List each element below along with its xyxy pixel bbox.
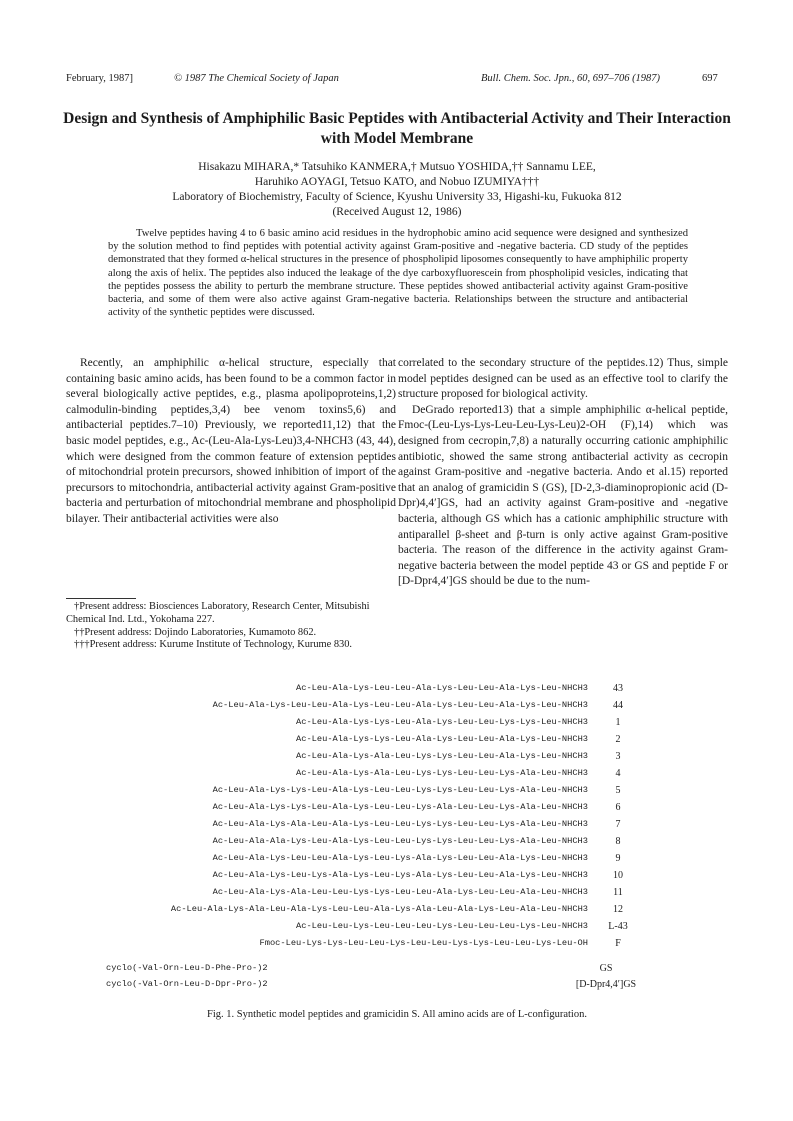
peptide-sequence: Fmoc-Leu-Lys-Lys-Leu-Leu-Lys-Leu-Leu-Lys-Lys-Leu-Leu-Lys-Leu-OH xyxy=(259,938,588,948)
abstract: Twelve peptides having 4 to 6 basic amino acid residues in the hydrophobic amino acid sequence were designed and synthesized by the solution method to find peptides with potential activity against Gram-positive and -negative bacteria. CD study of the peptides demonstrated that they formed α-helical structures in the presence of phospholipid liposomes consequently to have amphiphilic property along the axis of helix. The peptides also induced the leakage of the dye carboxyfluorescein from phospholipid vesicles, indicating that the peptides possess the ability to perturb the membrane structure. These peptides showed antibacterial activity against Gram-positive bacteria, and some of them were also active against Gram-negative bacteria. Relationships between the structure and antibacterial activity of the synthetic peptides were discussed. xyxy=(108,228,688,319)
cyclic-peptide-sequence: cyclo(-Val-Orn-Leu-D-Phe-Pro-)2 xyxy=(106,963,268,973)
author-block xyxy=(60,160,734,220)
peptide-label: 3 xyxy=(615,751,621,762)
peptide-row xyxy=(118,921,678,934)
peptide-sequence: Ac-Leu-Ala-Lys-Ala-Leu-Leu-Lys-Lys-Leu-Leu-Ala-Lys-Leu-Leu-Ala-Leu-NHCH3 xyxy=(212,887,588,897)
issue-date: February, 1987] xyxy=(66,73,133,84)
paper-title: Design and Synthesis of Amphiphilic Basic Peptides with Antibacterial Activity and Their Interaction with Model Membrane xyxy=(63,110,731,147)
footnotes xyxy=(66,601,396,652)
peptide-sequence: Ac-Leu-Ala-Lys-Ala-Leu-Ala-Lys-Leu-Leu-Ala-Lys-Ala-Leu-Ala-Lys-Leu-Ala-Leu-NHCH3 xyxy=(170,904,588,914)
peptide-sequence: Ac-Leu-Ala-Lys-Lys-Leu-Ala-Lys-Leu-Leu-Lys-Lys-Leu-NHCH3 xyxy=(296,717,588,727)
peptide-label: 2 xyxy=(615,734,621,745)
peptide-label: L-43 xyxy=(608,921,628,932)
peptide-label: 11 xyxy=(613,887,623,898)
figure-1 xyxy=(106,683,678,993)
peptide-label: 9 xyxy=(615,853,621,864)
footnote: †Present address: Biosciences Laboratory, Research Center, Mitsubishi Chemical Ind. Ltd., Yokohama 227. xyxy=(66,601,370,625)
peptide-sequence: Ac-Leu-Ala-Lys-Lys-Leu-Ala-Lys-Leu-Leu-Ala-Lys-Leu-NHCH3 xyxy=(296,734,588,744)
cyclic-peptide-label: [D-Dpr4,4′]GS xyxy=(575,979,637,990)
peptide-row xyxy=(118,887,678,900)
body-column-right xyxy=(398,356,728,590)
peptide-sequence: Ac-Leu-Ala-Lys-Ala-Leu-Ala-Lys-Leu-Leu-Lys-Lys-Leu-Leu-Lys-Ala-Leu-NHCH3 xyxy=(212,819,588,829)
peptide-row xyxy=(118,700,678,713)
body-paragraph: Recently, an amphiphilic α-helical structure, especially that containing basic amino acids, has been found to be a common factor in several biologically active peptides, e.g., plasma apolipoproteins,1,2) calmodulin-binding peptides,3,4) bee venom toxins5,6) and antibacterial peptides.7–10) Previously, we reported11,12) that the basic model peptides, e.g., Ac-(Leu-Ala-Lys-Leu)3,4-NHCH3 (43, 44), which were designed from the common feature of extension peptides of mitochondrial protein precursors, showed inhibition of import of the precursors to mitochondria, antibacterial activity against Gram-positive bacteria and perturbation of mitochondrial membrane and phospholipid bilayer. Their antibacterial activities were also xyxy=(66,357,396,525)
peptide-label: 43 xyxy=(613,683,623,694)
peptide-sequence: Ac-Leu-Ala-Lys-Lys-Leu-Ala-Lys-Leu-Leu-Lys-Ala-Leu-Leu-Lys-Ala-Leu-NHCH3 xyxy=(212,802,588,812)
cyclic-peptide-row xyxy=(106,979,666,993)
peptide-label: 5 xyxy=(615,785,621,796)
peptide-row xyxy=(118,904,678,917)
peptide-sequence: Ac-Leu-Ala-Lys-Leu-Leu-Ala-Lys-Leu-Lys-Ala-Lys-Leu-Leu-Ala-Lys-Leu-NHCH3 xyxy=(212,853,588,863)
body-paragraph: correlated to the secondary structure of the peptides.12) Thus, simple model peptides designed can be used as an effective tool to clarify the structure proposed for biological activity. xyxy=(398,357,728,401)
peptide-row xyxy=(118,768,678,781)
peptide-label: 12 xyxy=(613,904,623,915)
figure-caption: Fig. 1. Synthetic model peptides and gramicidin S. All amino acids are of L-configuration. xyxy=(207,1009,587,1020)
peptide-row xyxy=(118,853,678,866)
body-column-left xyxy=(66,356,396,528)
copyright-notice: © 1987 The Chemical Society of Japan xyxy=(174,73,339,84)
peptide-sequence: Ac-Leu-Leu-Lys-Leu-Leu-Leu-Lys-Leu-Leu-Leu-Lys-Leu-NHCH3 xyxy=(296,921,588,931)
journal-citation: Bull. Chem. Soc. Jpn., 60, 697–706 (1987) xyxy=(481,73,661,84)
peptide-row xyxy=(118,717,678,730)
cyclic-peptide-label: GS xyxy=(599,963,613,974)
peptide-sequence: Ac-Leu-Ala-Lys-Leu-Leu-Ala-Lys-Leu-Leu-Ala-Lys-Leu-Leu-Ala-Lys-Leu-NHCH3 xyxy=(212,700,588,710)
peptide-sequence: Ac-Leu-Ala-Ala-Lys-Leu-Ala-Lys-Leu-Leu-Lys-Lys-Leu-Leu-Lys-Ala-Leu-NHCH3 xyxy=(212,836,588,846)
peptide-label: 6 xyxy=(615,802,621,813)
peptide-row xyxy=(118,802,678,815)
peptide-row xyxy=(118,683,678,696)
peptide-label: 1 xyxy=(615,717,621,728)
received-date: (Received August 12, 1986) xyxy=(332,206,462,218)
peptide-row xyxy=(118,734,678,747)
peptide-label: 8 xyxy=(615,836,621,847)
cyclic-peptide-row xyxy=(106,963,666,977)
peptide-label: 10 xyxy=(613,870,623,881)
cyclic-peptide-sequence: cyclo(-Val-Orn-Leu-D-Dpr-Pro-)2 xyxy=(106,979,268,989)
peptide-label: 44 xyxy=(613,700,623,711)
page-number: 697 xyxy=(702,73,718,84)
peptide-row xyxy=(118,870,678,883)
peptide-row xyxy=(118,751,678,764)
peptide-row xyxy=(118,785,678,798)
author-line: Hisakazu MIHARA,* Tatsuhiko KANMERA,† Mutsuo YOSHIDA,†† Sannamu LEE, xyxy=(198,161,596,173)
peptide-row xyxy=(118,819,678,832)
footnote: †††Present address: Kurume Institute of Technology, Kurume 830. xyxy=(74,639,353,651)
peptide-sequence: Ac-Leu-Ala-Lys-Leu-Lys-Ala-Lys-Leu-Lys-Ala-Lys-Leu-Leu-Ala-Lys-Leu-NHCH3 xyxy=(212,870,588,880)
peptide-label: 4 xyxy=(615,768,621,779)
peptide-row xyxy=(118,938,678,951)
peptide-row xyxy=(118,836,678,849)
author-line: Haruhiko AOYAGI, Tetsuo KATO, and Nobuo IZUMIYA††† xyxy=(254,176,540,188)
footnote-rule xyxy=(66,598,136,599)
peptide-label: F xyxy=(615,938,621,949)
affiliation: Laboratory of Biochemistry, Faculty of Science, Kyushu University 33, Higashi-ku, Fukuoka 812 xyxy=(172,191,622,203)
body-paragraph: DeGrado reported13) that a simple amphiphilic α-helical peptide, Fmoc-(Leu-Lys-Lys-Leu-Leu-Lys-Leu)2-OH (F),14) which was designed from cecropin,7,8) a naturally occurring cationic amphiphilic antibiotic, showed the same strong antibacterial activity as cecropin against Gram-positive and -negative bacteria. Ando et al.15) reported that an analog of gramicidin S (GS), [D-2,3-diaminopropionic acid (D-Dpr)4,4′]GS, had an activity against Gram-positive and -negative bacteria, although GS which has a cationic amphiphilic structure with antiparallel β-sheet and β-turn is only active against Gram-positive bacteria. The reason of the difference in the activity against Gram-negative bacteria between the model peptide 43 or GS and peptide F or [D-Dpr4,4′]GS should be due to the num- xyxy=(398,403,728,588)
running-head xyxy=(66,73,728,89)
peptide-sequence: Ac-Leu-Ala-Lys-Leu-Leu-Ala-Lys-Leu-Leu-Ala-Lys-Leu-NHCH3 xyxy=(296,683,588,693)
peptide-sequence: Ac-Leu-Ala-Lys-Lys-Leu-Ala-Lys-Leu-Leu-Lys-Lys-Leu-Leu-Lys-Ala-Leu-NHCH3 xyxy=(212,785,588,795)
peptide-sequence: Ac-Leu-Ala-Lys-Ala-Leu-Lys-Lys-Leu-Leu-Lys-Ala-Leu-NHCH3 xyxy=(296,768,588,778)
peptide-label: 7 xyxy=(615,819,621,830)
footnote: ††Present address: Dojindo Laboratories, Kumamoto 862. xyxy=(74,626,317,638)
peptide-sequence: Ac-Leu-Ala-Lys-Ala-Leu-Lys-Lys-Leu-Leu-Ala-Lys-Leu-NHCH3 xyxy=(296,751,588,761)
